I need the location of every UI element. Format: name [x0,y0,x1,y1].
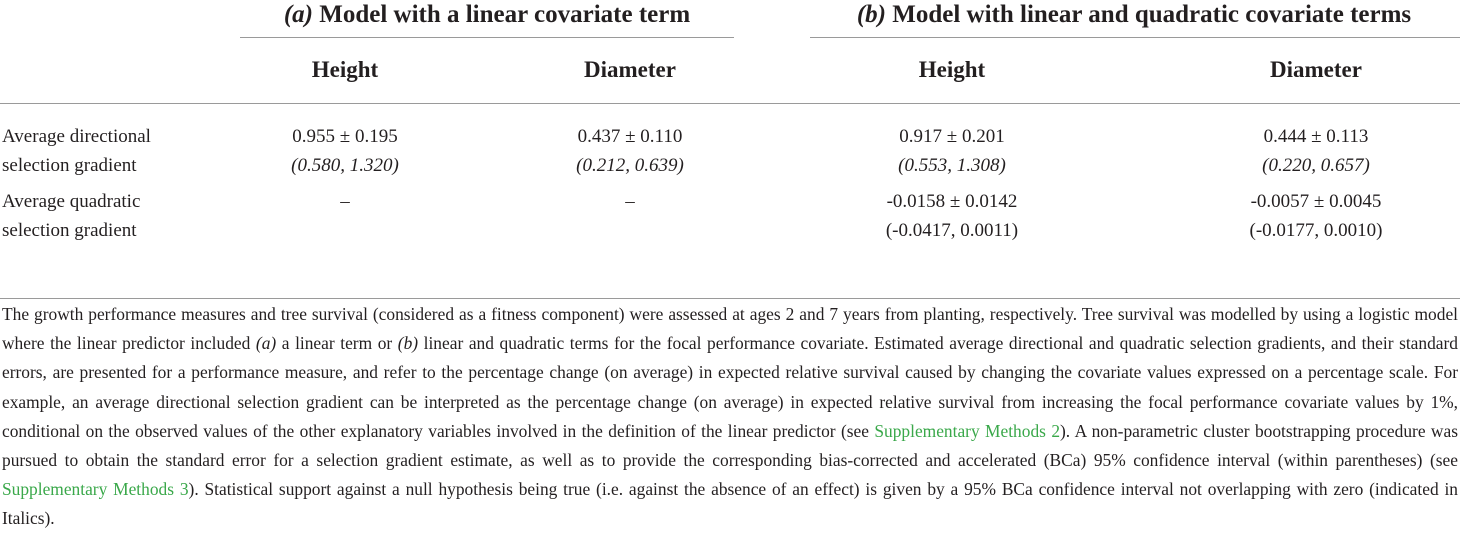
group-header-quadratic [810,0,1458,30]
cell-value: -0.0057 ± 0.0045 [1250,191,1382,212]
cell-ci: (0.220, 0.657) [1262,155,1370,176]
footnote-text: The growth performance measures and tree survival (considered as a fitness component) were assessed at ages 2 and 7 years from planting, respectively. Tree survival was modelled by using a logistic model where the linear predictor included [2,304,1458,354]
footnote-text: ). A non-parametric cluster bootstrapping procedure was pursued to obtain the standard error for a selection gradient estimate, as well as to provide the corresponding bias-corrected and accelerated (BCa) 95% confidence interval (within parentheses) (see [2,420,1458,471]
cell-value: 0.444 ± 0.113 [1263,126,1369,147]
table-cell [530,187,730,216]
column-header-diameter: Diameter [584,57,676,82]
column-header-diameter: Diameter [1270,57,1362,82]
group-prefix: (b) [856,1,886,28]
cell-value: – [340,191,350,212]
cell-value: 0.437 ± 0.110 [577,126,683,147]
row-label-quadratic [2,187,140,245]
table-cell [1216,122,1416,180]
footnote-italic: (b) [397,333,419,354]
row-label-line: Average quadratic [2,191,141,212]
table-cell [852,122,1052,180]
cell-value: – [625,191,635,212]
group-prefix: (a) [283,1,313,28]
cell-ci: (0.580, 1.320) [291,155,399,176]
table-cell [852,187,1052,245]
group-rule [810,37,1460,38]
supplementary-methods-3-link[interactable]: Supplementary Methods 3 [2,479,189,500]
cell-value: 0.917 ± 0.201 [899,126,1005,147]
row-label-line: selection gradient [2,155,137,176]
group-title: Model with linear and quadratic covariate terms [892,1,1412,28]
column-header-height: Height [311,57,379,82]
column-header-height: Height [918,57,986,82]
row-label-line: selection gradient [2,220,137,241]
row-label-line: Average directional [2,126,151,147]
table-cell [245,187,445,216]
header-rule [0,103,1460,104]
cell-ci: (0.212, 0.639) [576,155,684,176]
cell-ci: (0.553, 1.308) [898,155,1006,176]
row-label-directional [2,122,151,180]
cell-value: 0.955 ± 0.195 [292,126,398,147]
supplementary-methods-2-link[interactable]: Supplementary Methods 2 [874,420,1061,441]
group-title: Model with a linear covariate term [319,1,691,28]
group-header-linear [240,0,734,30]
cell-ci: (-0.0417, 0.0011) [885,220,1019,241]
footnote-text: ). Statistical support against a null hypothesis being true (i.e. against the absence of an effect) is given by a 95% BCa confidence interval not overlapping with zero (indicated in Italics). [2,479,1459,529]
cell-ci: (-0.0177, 0.0010) [1249,220,1383,241]
table-cell [530,122,730,180]
table-cell [245,122,445,180]
cell-value: -0.0158 ± 0.0142 [886,191,1018,212]
group-rule [240,37,734,38]
footnote-text: linear and quadratic terms for the focal performance covariate. Estimated average directional and quadratic selection gradients, and their standard errors, are presented for a performance measure, and refer to the percentage change (on average) in expected relative survival caused by changing the covariate values expressed on a percentage scale. For example, an average directional selection gradient can be interpreted as the percentage change (on average) in expected relative survival from increasing the focal performance covariate values by 1%, conditional on the observed values of the other explanatory variables involved in the definition of the linear predictor (see [2,333,1458,441]
table-cell [1216,187,1416,245]
footnote-italic: (a) [255,333,277,354]
table-bottom-rule [0,298,1460,299]
table-footnote [2,300,1458,534]
footnote-text: a linear term or [276,333,398,354]
